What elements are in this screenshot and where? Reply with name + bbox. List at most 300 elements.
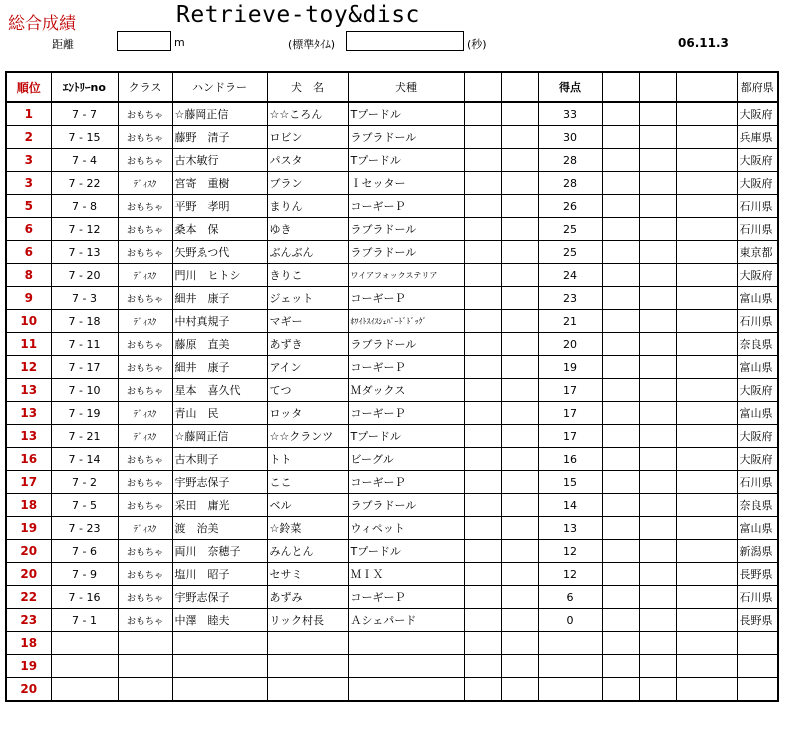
table-row — [6, 333, 778, 356]
blank-cell — [464, 310, 501, 333]
blank-cell — [464, 586, 501, 609]
blank-cell — [639, 287, 676, 310]
blank-cell — [501, 126, 538, 149]
dog-name-cell: まりん — [267, 195, 348, 218]
blank-cell — [676, 172, 737, 195]
score-cell: 12 — [538, 563, 602, 586]
score-cell: 12 — [538, 540, 602, 563]
prefecture-cell: 長野県 — [737, 609, 778, 632]
table-row — [6, 678, 778, 702]
prefecture-cell: 大阪府 — [737, 102, 778, 126]
breed-cell — [348, 655, 464, 678]
class-cell: おもちゃ — [118, 563, 172, 586]
blank-cell — [639, 632, 676, 655]
blank-cell — [501, 655, 538, 678]
blank-cell — [464, 494, 501, 517]
score-cell: 17 — [538, 379, 602, 402]
blank-cell — [602, 149, 639, 172]
rank-cell: 19 — [6, 655, 51, 678]
dog-name-cell: ぶんぶん — [267, 241, 348, 264]
event-title: Retrieve-toy&disc — [176, 2, 420, 28]
entry-cell: 7 - 14 — [51, 448, 118, 471]
blank-cell — [676, 471, 737, 494]
rank-cell: 13 — [6, 425, 51, 448]
table-row — [6, 494, 778, 517]
blank-cell — [501, 448, 538, 471]
class-cell: おもちゃ — [118, 218, 172, 241]
distance-field[interactable] — [117, 31, 171, 51]
score-cell: 15 — [538, 471, 602, 494]
prefecture-cell: 奈良県 — [737, 494, 778, 517]
entry-cell: 7 - 2 — [51, 471, 118, 494]
table-row — [6, 172, 778, 195]
blank-cell — [676, 609, 737, 632]
distance-unit: m — [174, 36, 185, 49]
table-row — [6, 448, 778, 471]
class-cell: おもちゃ — [118, 241, 172, 264]
entry-cell: 7 - 8 — [51, 195, 118, 218]
blank-cell — [602, 540, 639, 563]
blank-cell — [602, 195, 639, 218]
table-row — [6, 126, 778, 149]
dog-name-cell: リック村長 — [267, 609, 348, 632]
blank-cell — [464, 287, 501, 310]
table-row — [6, 379, 778, 402]
blank-cell — [602, 333, 639, 356]
blank-cell — [639, 563, 676, 586]
score-cell: 17 — [538, 425, 602, 448]
score-cell: 6 — [538, 586, 602, 609]
blank-cell — [602, 425, 639, 448]
event-date: 06.11.3 — [678, 36, 729, 50]
col-rank-header: 順位 — [6, 72, 51, 102]
table-row — [6, 356, 778, 379]
prefecture-cell: 東京都 — [737, 241, 778, 264]
dog-name-cell: トト — [267, 448, 348, 471]
table-row — [6, 586, 778, 609]
breed-cell: ラブラドール — [348, 126, 464, 149]
class-cell: おもちゃ — [118, 149, 172, 172]
blank-cell — [639, 310, 676, 333]
prefecture-cell — [737, 678, 778, 702]
dog-name-cell: ロビン — [267, 126, 348, 149]
blank-cell — [676, 425, 737, 448]
prefecture-cell: 富山県 — [737, 402, 778, 425]
table-row — [6, 425, 778, 448]
dog-name-cell: パスタ — [267, 149, 348, 172]
entry-cell: 7 - 1 — [51, 609, 118, 632]
breed-cell: ﾎﾜｲﾄｽｲｽｼｪﾊﾟｰﾄﾞﾄﾞｯｸﾞ — [348, 310, 464, 333]
handler-cell: 古木敏行 — [172, 149, 267, 172]
blank-cell — [464, 655, 501, 678]
breed-cell: コーギーＰ — [348, 402, 464, 425]
entry-cell: 7 - 6 — [51, 540, 118, 563]
blank-cell — [676, 195, 737, 218]
class-cell — [118, 678, 172, 702]
entry-cell: 7 - 22 — [51, 172, 118, 195]
blank-cell — [501, 563, 538, 586]
class-cell: おもちゃ — [118, 333, 172, 356]
blank-cell — [676, 632, 737, 655]
breed-cell: ビーグル — [348, 448, 464, 471]
rank-cell: 18 — [6, 494, 51, 517]
score-cell: 0 — [538, 609, 602, 632]
rank-cell: 13 — [6, 379, 51, 402]
blank-cell — [676, 264, 737, 287]
handler-cell: ☆藤岡正信 — [172, 425, 267, 448]
standard-time-field[interactable] — [346, 31, 464, 51]
breed-cell: コーギーＰ — [348, 287, 464, 310]
handler-cell: 桑本 保 — [172, 218, 267, 241]
blank-cell — [676, 310, 737, 333]
class-cell — [118, 632, 172, 655]
blank-cell — [501, 218, 538, 241]
entry-cell: 7 - 11 — [51, 333, 118, 356]
blank-cell — [639, 264, 676, 287]
breed-cell: Tプードル — [348, 425, 464, 448]
rank-cell: 8 — [6, 264, 51, 287]
blank-cell — [639, 517, 676, 540]
blank-cell — [501, 102, 538, 126]
prefecture-cell: 大阪府 — [737, 149, 778, 172]
breed-cell: コーギーＰ — [348, 195, 464, 218]
col-blank-2-header — [501, 72, 538, 102]
blank-cell — [602, 126, 639, 149]
breed-cell: ラブラドール — [348, 333, 464, 356]
blank-cell — [602, 609, 639, 632]
class-cell: ﾃﾞｨｽｸ — [118, 172, 172, 195]
handler-cell: 中村真規子 — [172, 310, 267, 333]
blank-cell — [639, 379, 676, 402]
dog-name-cell: アイン — [267, 356, 348, 379]
class-cell: おもちゃ — [118, 195, 172, 218]
handler-cell: 渡 治美 — [172, 517, 267, 540]
handler-cell: 塩川 昭子 — [172, 563, 267, 586]
col-breed-header: 犬種 — [348, 72, 464, 102]
blank-cell — [501, 172, 538, 195]
table-row — [6, 540, 778, 563]
blank-cell — [501, 678, 538, 702]
blank-cell — [602, 563, 639, 586]
blank-cell — [464, 540, 501, 563]
handler-cell: 宇野志保子 — [172, 586, 267, 609]
blank-cell — [639, 402, 676, 425]
blank-cell — [464, 563, 501, 586]
class-cell: おもちゃ — [118, 471, 172, 494]
breed-cell: Ｍダックス — [348, 379, 464, 402]
blank-cell — [464, 126, 501, 149]
table-row — [6, 149, 778, 172]
col-prefecture-header: 都府県 — [737, 72, 778, 102]
blank-cell — [464, 678, 501, 702]
blank-cell — [639, 241, 676, 264]
dog-name-cell: マギー — [267, 310, 348, 333]
blank-cell — [602, 310, 639, 333]
entry-cell: 7 - 13 — [51, 241, 118, 264]
blank-cell — [501, 540, 538, 563]
blank-cell — [676, 241, 737, 264]
score-cell: 17 — [538, 402, 602, 425]
blank-cell — [501, 379, 538, 402]
dog-name-cell: あずき — [267, 333, 348, 356]
handler-cell: ☆藤岡正信 — [172, 102, 267, 126]
breed-cell: Tプードル — [348, 540, 464, 563]
col-handler-header: ハンドラー — [172, 72, 267, 102]
breed-cell: Tプードル — [348, 102, 464, 126]
rank-cell: 11 — [6, 333, 51, 356]
blank-cell — [501, 149, 538, 172]
breed-cell — [348, 678, 464, 702]
entry-cell: 7 - 20 — [51, 264, 118, 287]
entry-cell: 7 - 7 — [51, 102, 118, 126]
score-cell: 13 — [538, 517, 602, 540]
dog-name-cell: みんとん — [267, 540, 348, 563]
prefecture-cell: 石川県 — [737, 218, 778, 241]
blank-cell — [639, 609, 676, 632]
col-blank-1-header — [464, 72, 501, 102]
col-entry-header: ｴﾝﾄﾘｰno — [51, 72, 118, 102]
seconds-label: (秒) — [467, 38, 487, 51]
class-cell: ﾃﾞｨｽｸ — [118, 310, 172, 333]
blank-cell — [676, 149, 737, 172]
blank-cell — [639, 494, 676, 517]
class-cell: おもちゃ — [118, 609, 172, 632]
score-cell — [538, 678, 602, 702]
handler-cell: 両川 奈穂子 — [172, 540, 267, 563]
entry-cell: 7 - 5 — [51, 494, 118, 517]
blank-cell — [602, 241, 639, 264]
blank-cell — [639, 126, 676, 149]
blank-cell — [676, 333, 737, 356]
table-row — [6, 402, 778, 425]
rank-cell: 19 — [6, 517, 51, 540]
table-header — [6, 72, 778, 102]
blank-cell — [501, 333, 538, 356]
entry-cell: 7 - 9 — [51, 563, 118, 586]
blank-cell — [464, 609, 501, 632]
rank-cell: 6 — [6, 218, 51, 241]
table-body — [6, 102, 778, 701]
blank-cell — [639, 218, 676, 241]
blank-cell — [464, 264, 501, 287]
dog-name-cell: ☆☆クランツ — [267, 425, 348, 448]
rank-cell: 12 — [6, 356, 51, 379]
blank-cell — [602, 172, 639, 195]
class-cell: ﾃﾞｨｽｸ — [118, 517, 172, 540]
handler-cell — [172, 655, 267, 678]
dog-name-cell: ジェット — [267, 287, 348, 310]
prefecture-cell: 大阪府 — [737, 448, 778, 471]
blank-cell — [464, 379, 501, 402]
score-cell: 24 — [538, 264, 602, 287]
standard-time-label: (標準ﾀｲﾑ) — [288, 38, 336, 51]
blank-cell — [676, 448, 737, 471]
blank-cell — [639, 425, 676, 448]
entry-cell: 7 - 15 — [51, 126, 118, 149]
blank-cell — [501, 310, 538, 333]
prefecture-cell: 大阪府 — [737, 264, 778, 287]
score-cell — [538, 632, 602, 655]
class-cell: おもちゃ — [118, 540, 172, 563]
blank-cell — [501, 609, 538, 632]
score-cell: 33 — [538, 102, 602, 126]
blank-cell — [639, 172, 676, 195]
table-row — [6, 264, 778, 287]
blank-cell — [501, 632, 538, 655]
entry-cell: 7 - 17 — [51, 356, 118, 379]
prefecture-cell: 新潟県 — [737, 540, 778, 563]
class-cell: ﾃﾞｨｽｸ — [118, 402, 172, 425]
blank-cell — [639, 149, 676, 172]
results-table — [5, 71, 779, 702]
prefecture-cell: 長野県 — [737, 563, 778, 586]
blank-cell — [676, 287, 737, 310]
rank-cell: 1 — [6, 102, 51, 126]
entry-cell: 7 - 10 — [51, 379, 118, 402]
dog-name-cell: あずみ — [267, 586, 348, 609]
score-cell: 25 — [538, 241, 602, 264]
rank-cell: 13 — [6, 402, 51, 425]
handler-cell: 宇野志保子 — [172, 471, 267, 494]
rank-cell: 9 — [6, 287, 51, 310]
entry-cell: 7 - 4 — [51, 149, 118, 172]
col-score-header: 得点 — [538, 72, 602, 102]
entry-cell: 7 - 16 — [51, 586, 118, 609]
rank-cell: 20 — [6, 563, 51, 586]
score-cell: 14 — [538, 494, 602, 517]
blank-cell — [602, 102, 639, 126]
blank-cell — [464, 102, 501, 126]
prefecture-cell: 富山県 — [737, 356, 778, 379]
rank-cell: 5 — [6, 195, 51, 218]
table-row — [6, 287, 778, 310]
score-cell — [538, 655, 602, 678]
blank-cell — [676, 379, 737, 402]
blank-cell — [602, 379, 639, 402]
class-cell: おもちゃ — [118, 126, 172, 149]
entry-cell: 7 - 19 — [51, 402, 118, 425]
page-heading: 総合成績 — [8, 14, 76, 34]
blank-cell — [501, 264, 538, 287]
prefecture-cell: 富山県 — [737, 517, 778, 540]
blank-cell — [501, 241, 538, 264]
table-row — [6, 609, 778, 632]
blank-cell — [464, 517, 501, 540]
blank-cell — [602, 586, 639, 609]
rank-cell: 2 — [6, 126, 51, 149]
blank-cell — [602, 655, 639, 678]
blank-cell — [464, 218, 501, 241]
class-cell — [118, 655, 172, 678]
blank-cell — [676, 126, 737, 149]
blank-cell — [676, 655, 737, 678]
handler-cell: 采田 庸光 — [172, 494, 267, 517]
class-cell: おもちゃ — [118, 494, 172, 517]
blank-cell — [602, 632, 639, 655]
blank-cell — [602, 517, 639, 540]
handler-cell — [172, 678, 267, 702]
score-cell: 28 — [538, 149, 602, 172]
table-row — [6, 195, 778, 218]
breed-cell: ワイアフォックステリア — [348, 264, 464, 287]
dog-name-cell: ここ — [267, 471, 348, 494]
blank-cell — [501, 402, 538, 425]
blank-cell — [676, 402, 737, 425]
handler-cell: 門川 ヒトシ — [172, 264, 267, 287]
blank-cell — [639, 333, 676, 356]
breed-cell: ウィペット — [348, 517, 464, 540]
handler-cell: 宮寄 重樹 — [172, 172, 267, 195]
breed-cell: ラブラドール — [348, 241, 464, 264]
blank-cell — [464, 632, 501, 655]
class-cell: おもちゃ — [118, 448, 172, 471]
handler-cell — [172, 632, 267, 655]
blank-cell — [676, 102, 737, 126]
blank-cell — [602, 287, 639, 310]
blank-cell — [464, 471, 501, 494]
score-cell: 26 — [538, 195, 602, 218]
blank-cell — [501, 356, 538, 379]
breed-cell: コーギーＰ — [348, 586, 464, 609]
entry-cell: 7 - 3 — [51, 287, 118, 310]
rank-cell: 3 — [6, 149, 51, 172]
blank-cell — [639, 448, 676, 471]
entry-cell: 7 - 12 — [51, 218, 118, 241]
blank-cell — [464, 172, 501, 195]
handler-cell: 中澤 睦夫 — [172, 609, 267, 632]
table-row — [6, 218, 778, 241]
score-cell: 20 — [538, 333, 602, 356]
prefecture-cell: 石川県 — [737, 195, 778, 218]
class-cell: おもちゃ — [118, 586, 172, 609]
blank-cell — [464, 149, 501, 172]
table-row — [6, 655, 778, 678]
class-cell: ﾃﾞｨｽｸ — [118, 425, 172, 448]
blank-cell — [602, 402, 639, 425]
breed-cell: ＭＩＸ — [348, 563, 464, 586]
breed-cell: コーギーＰ — [348, 471, 464, 494]
rank-cell: 20 — [6, 678, 51, 702]
blank-cell — [464, 241, 501, 264]
handler-cell: 細井 康子 — [172, 356, 267, 379]
blank-cell — [639, 102, 676, 126]
rank-cell: 20 — [6, 540, 51, 563]
blank-cell — [464, 356, 501, 379]
blank-cell — [501, 287, 538, 310]
rank-cell: 6 — [6, 241, 51, 264]
rank-cell: 17 — [6, 471, 51, 494]
entry-cell — [51, 632, 118, 655]
blank-cell — [501, 517, 538, 540]
dog-name-cell: ロッタ — [267, 402, 348, 425]
rank-cell: 16 — [6, 448, 51, 471]
dog-name-cell: てつ — [267, 379, 348, 402]
rank-cell: 18 — [6, 632, 51, 655]
blank-cell — [464, 333, 501, 356]
prefecture-cell: 石川県 — [737, 471, 778, 494]
table-row — [6, 632, 778, 655]
blank-cell — [639, 678, 676, 702]
blank-cell — [639, 655, 676, 678]
dog-name-cell — [267, 632, 348, 655]
blank-cell — [501, 425, 538, 448]
score-cell: 23 — [538, 287, 602, 310]
blank-cell — [602, 678, 639, 702]
table-row — [6, 517, 778, 540]
handler-cell: 藤野 清子 — [172, 126, 267, 149]
blank-cell — [676, 218, 737, 241]
handler-cell: 平野 孝明 — [172, 195, 267, 218]
